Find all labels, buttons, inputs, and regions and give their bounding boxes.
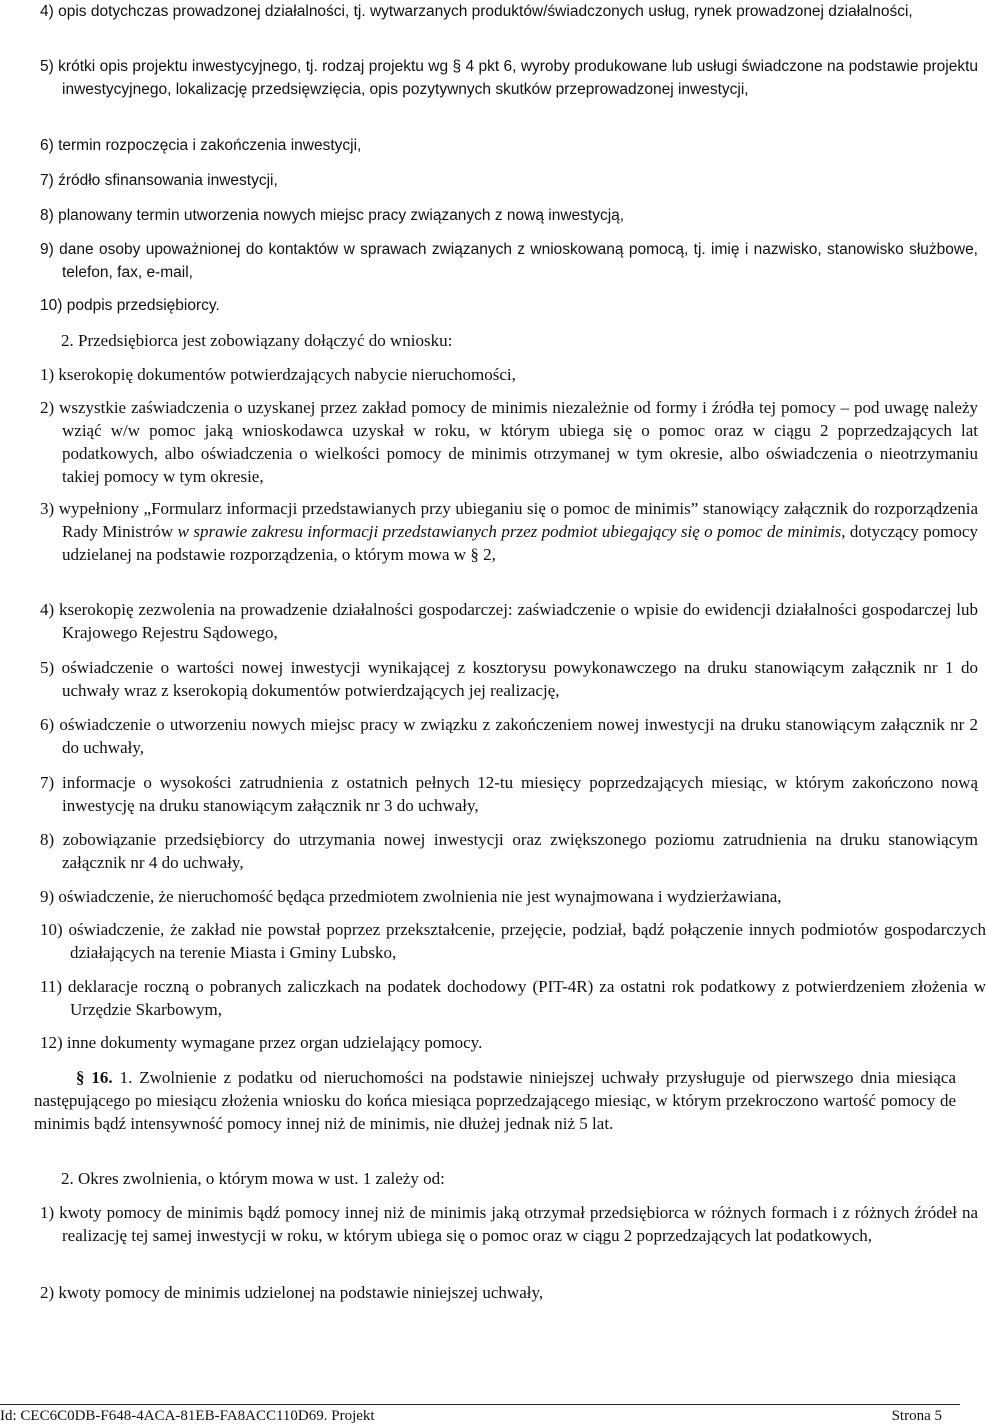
attachment-9: 9) oświadczenie, że nieruchomość będąca przedmiotem zwolnienia nie jest wynajmowana i wydzierżawiana, xyxy=(40,887,782,906)
attachment-3-italic: w sprawie zakresu informacji przedstawianych przez podmiot ubiegający się o pomoc de minimis xyxy=(177,522,842,541)
attachment-8: 8) zobowiązanie przedsiębiorcy do utrzymania nowej inwestycji oraz zwiększonego poziomu zatrudnienia na druku stanowiącym załącznik nr 4 do uchwały, xyxy=(40,830,978,872)
paragraph-16-label: § 16. xyxy=(76,1068,113,1087)
condition-2: 2) kwoty pomocy de minimis udzielonej na podstawie niniejszej uchwały, xyxy=(40,1283,544,1302)
attachment-10: 10) oświadczenie, że zakład nie powstał poprzez przekształcenie, przejęcie, podział, bądź połączenie innych podmiotów gospodarczych działających na terenie Miasta i Gminy Lubsko, xyxy=(40,920,986,962)
attachment-6: 6) oświadczenie o utworzeniu nowych miejsc pracy w związku z zakończeniem nowej inwestycji na druku stanowiącym załącznik nr 2 do uchwały, xyxy=(40,715,978,757)
attachment-5: 5) oświadczenie o wartości nowej inwestycji wynikającej z kosztorysu powykonawczego na druku stanowiącym załącznik nr 1 do uchwały wraz z kserokopią dokumentów potwierdzających jej realizację, xyxy=(40,658,978,700)
paragraph-16-text: 1. Zwolnienie z podatku od nieruchomości na podstawie niniejszej uchwały przysługuje od pierwszego dnia miesiąca następującego po miesiącu złożenia wniosku do końca miesiąca poprzedzającego miesiąc, w którym przekroczono wartość pomocy de minimis bądź intensywność pomocy innej niż de minimis, nie dłużej jednak niż 5 lat. xyxy=(34,1068,956,1133)
attachment-3 xyxy=(40,497,978,566)
document-id: Id: CEC6C0DB-F648-4ACA-81EB-FA8ACC110D69. Projekt xyxy=(0,1408,375,1424)
page-number: Strona 5 xyxy=(891,1408,942,1424)
condition-1: 1) kwoty pomocy de minimis bądź pomocy innej niż de minimis jaką otrzymał przedsiębiorca w różnych formach i z różnych źródeł na realizację tej samej inwestycji w roku, w którym ubiega się o pomoc oraz w ciągu 2 poprzedzających lat podatkowych, xyxy=(40,1203,978,1245)
attachment-3-tail: , dotyczący pomocy udzielanej na podstawie rozporządzenia, o którym mowa w § 2, xyxy=(62,522,978,564)
attachment-1: 1) kserokopię dokumentów potwierdzających nabycie nieruchomości, xyxy=(40,365,516,384)
attachment-3-text: 3) wypełniony „Formularz informacji przedstawianych przy ubieganiu się o pomoc de minimis” stanowiący załącznik do rozporządzenia Rady Ministrów xyxy=(40,499,978,541)
page-footer xyxy=(0,1404,960,1424)
attachment-7: 7) informacje o wysokości zatrudnienia z ostatnich pełnych 12-tu miesięcy poprzedzających miesiąc, w którym zakończono nową inwestycję na druku stanowiącym załącznik nr 3 do uchwały, xyxy=(40,773,978,815)
list-item-7: 7) źródło sfinansowania inwestycji, xyxy=(40,172,278,189)
list-item-4: 4) opis dotychczas prowadzonej działalności, tj. wytwarzanych produktów/świadczonych usług, rynek prowadzonej działalności, xyxy=(40,3,913,20)
attachment-11: 11) deklaracje roczną o pobranych zaliczkach na podatek dochodowy (PIT-4R) za ostatni rok podatkowy z potwierdzeniem złożenia w Urzędzie Skarbowym, xyxy=(40,977,986,1019)
attachment-12: 12) inne dokumenty wymagane przez organ udzielający pomocy. xyxy=(40,1033,483,1052)
list-item-10: 10) podpis przedsiębiorcy. xyxy=(40,297,220,314)
list-item-5: 5) krótki opis projektu inwestycyjnego, tj. rodzaj projektu wg § 4 pkt 6, wyroby produkowane lub usługi świadczone na podstawie projektu inwestycyjnego, lokalizację przedsięwzięcia, opis pozytywnych skutków przeprowadzonej inwestycji, xyxy=(40,58,978,98)
list-item-9: 9) dane osoby upoważnionej do kontaktów w sprawach związanych z wnioskowaną pomocą, tj. imię i nazwisko, stanowisko służbowe, telefon, fax, e-mail, xyxy=(40,241,978,281)
paragraph-16 xyxy=(34,1066,956,1135)
section-2-heading: 2. Przedsiębiorca jest zobowiązany dołączyć do wniosku: xyxy=(61,331,453,350)
paragraph-16-point-2: 2. Okres zwolnienia, o którym mowa w ust. 1 zależy od: xyxy=(61,1169,445,1188)
list-item-6: 6) termin rozpoczęcia i zakończenia inwestycji, xyxy=(40,137,362,154)
list-item-8: 8) planowany termin utworzenia nowych miejsc pracy związanych z nową inwestycją, xyxy=(40,207,625,224)
attachment-2: 2) wszystkie zaświadczenia o uzyskanej przez zakład pomocy de minimis niezależnie od formy i źródła tej pomocy – pod uwagę należy wziąć w/w pomoc jaką wnioskodawca uzyskał w roku, w którym ubiega się o pomoc oraz w ciągu 2 poprzedzających lat podatkowych, albo oświadczenia o wielkości pomocy de minimis otrzymanej w tym okresie, albo oświadczenia o nieotrzymaniu takiej pomocy w tym okresie, xyxy=(40,398,978,486)
attachment-4: 4) kserokopię zezwolenia na prowadzenie działalności gospodarczej: zaświadczenie o wpisie do ewidencji działalności gospodarczej lub Krajowego Rejestru Sądowego, xyxy=(40,600,978,642)
